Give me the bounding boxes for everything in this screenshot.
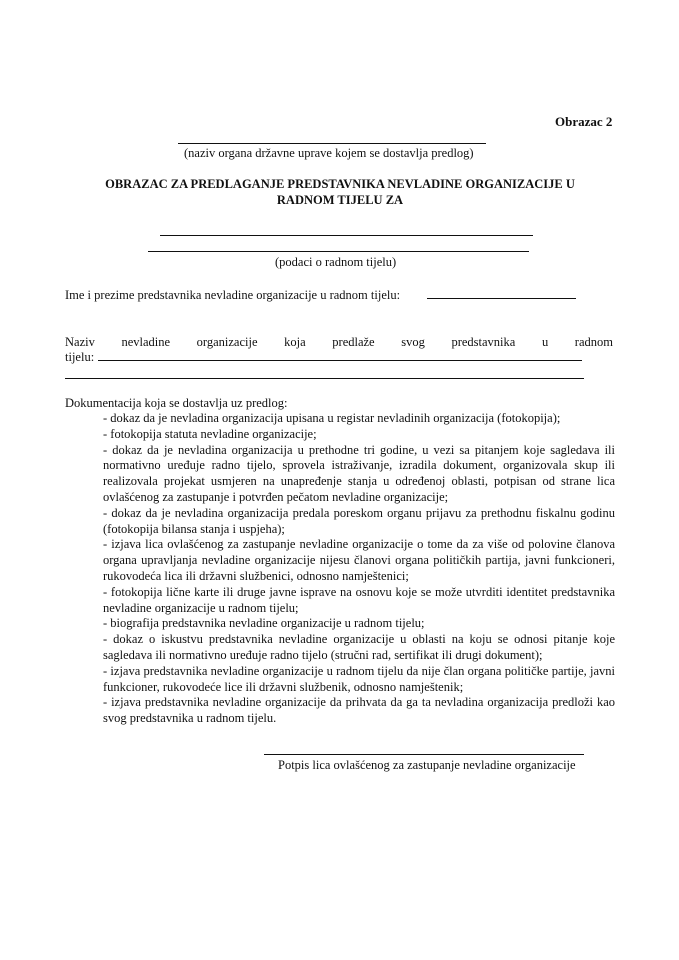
documentation-item: - dokaz da je nevladina organizacija predala poreskom organu prijavu za prethodnu fiskalnu godinu (fotokopija bilansa stanja i uspjeha); [103, 505, 615, 536]
ngo-name-line-2[interactable] [65, 378, 584, 379]
ngo-label-word: nevladine [121, 335, 171, 349]
signature-line[interactable] [264, 754, 584, 755]
documentation-list [103, 411, 615, 727]
documentation-item: - izjava lica ovlašćenog za zastupanje nevladine organizacije o tome da za više od polovine članova organa upravljanja nevladine organizacije nijesu članovi organa političkih partija, javni funkcioneri, rukovodeća lica ili državni službenici, odnosno namještenici; [103, 537, 615, 583]
organ-name-line[interactable] [178, 143, 486, 144]
form-title [70, 176, 610, 208]
documentation-item: - izjava predstavnika nevladine organizacije da prihvata da ga ta nevladina organizacija predloži kao svog predstavnika u radnom tijelu. [103, 695, 615, 726]
ngo-label-word: Naziv [65, 335, 95, 349]
documentation-item: - fotokopija statuta nevladine organizacije; [103, 426, 317, 441]
form-title-line-1: OBRAZAC ZA PREDLAGANJE PREDSTAVNIKA NEVLADINE ORGANIZACIJE U [105, 177, 575, 191]
documentation-heading: Dokumentacija koja se dostavlja uz predlog: [65, 396, 288, 410]
ngo-label-word: u [541, 335, 549, 349]
ngo-label-word: organizacije [196, 335, 258, 349]
ngo-label-word: koja [284, 335, 306, 349]
documentation-item: - izjava predstavnika nevladine organizacije u radnom tijelu da nije član organa političke partije, javni funkcioner, rukovodeće lice ili državni službenik, odnosno namještenik; [103, 663, 615, 694]
ngo-name-label [65, 335, 613, 350]
ngo-name-line-1[interactable] [98, 360, 582, 361]
ngo-label-end: tijelu: [65, 350, 95, 364]
documentation-item: - dokaz da je nevladina organizacija upisana u registar nevladinih organizacija (fotokopija); [103, 411, 561, 425]
representative-label: Ime i prezime predstavnika nevladine organizacije u radnom tijelu: [65, 288, 401, 302]
documentation-item: - dokaz o iskustvu predstavnika nevladine organizacije u oblasti na koju se odnosi pitanje koje sagledava ili normativno uređuje radno tijelo (stručni rad, sertifikat ili drugi dokument); [103, 632, 615, 662]
form-number: Obrazac 2 [555, 114, 613, 129]
ngo-label-word: predstavnika [451, 335, 516, 349]
ngo-label-word: predlaže [332, 335, 375, 349]
ngo-label-word: svog [401, 335, 425, 349]
documentation-item: - biografija predstavnika nevladine organizacije u radnom tijelu; [103, 616, 425, 631]
representative-name-line[interactable] [427, 298, 576, 299]
working-body-caption: (podaci o radnom tijelu) [275, 255, 397, 269]
working-body-line-2[interactable] [148, 251, 529, 252]
ngo-label-word: radnom [574, 335, 613, 349]
signature-caption: Potpis lica ovlašćenog za zastupanje nevladine organizacije [278, 758, 576, 772]
form-title-line-2: RADNOM TIJELU ZA [276, 193, 404, 207]
documentation-item: - fotokopija lične karte ili druge javne isprave na osnovu koje se može utvrditi identitet predstavnika nevladine organizacije u radnom tijelu; [103, 584, 615, 615]
working-body-line-1[interactable] [160, 235, 533, 236]
documentation-item: - dokaz da je nevladina organizacija u prethodne tri godine, u vezi sa pitanjem koje sagledava ili normativno uređuje radno tijelo, sprovela istraživanje, izradila dokument, organizovala skup ili realizovala projekat usmjeren na unapređenje stanja u određenoj oblasti, potpisan od strane lica ovlašćenog za zastupanje i potvrđen pečatom nevladine organizacije; [103, 442, 615, 504]
organ-caption: (naziv organa državne uprave kojem se dostavlja predlog) [184, 146, 474, 160]
